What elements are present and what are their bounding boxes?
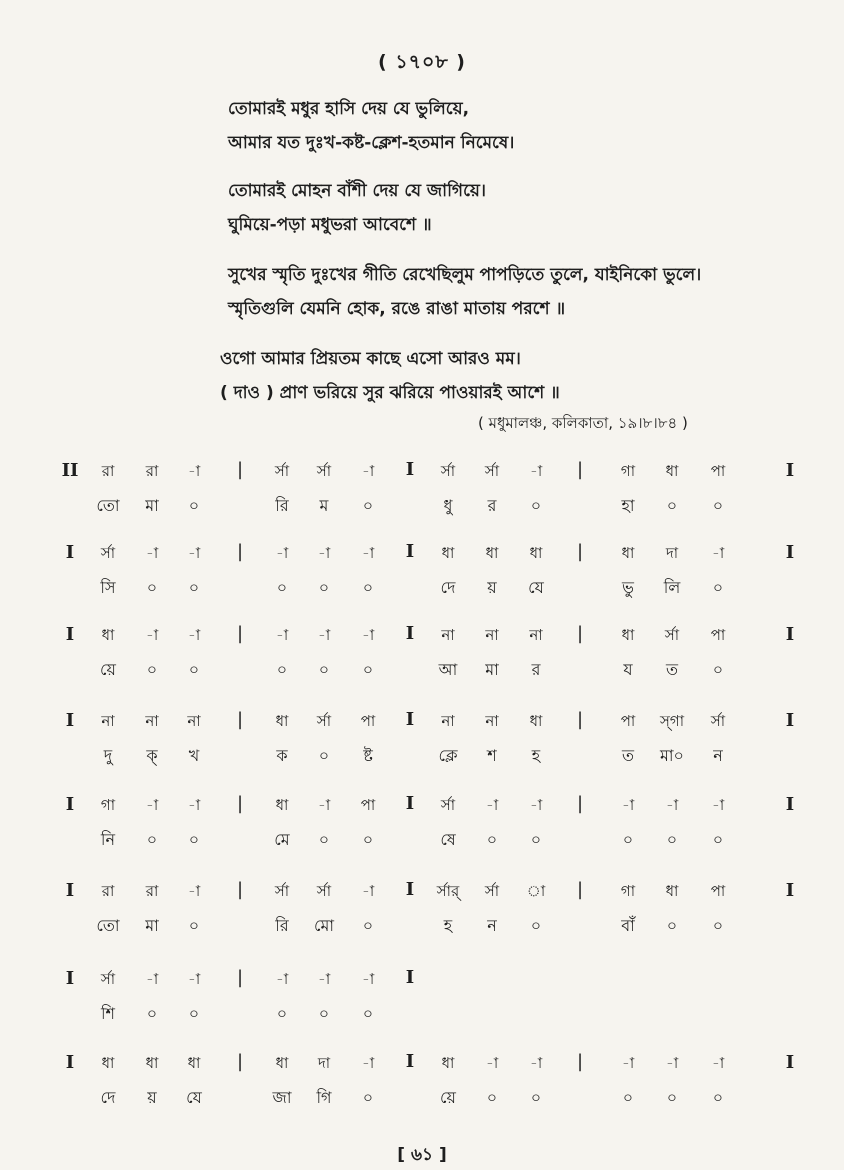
lyrics-line-4: ঘুমিয়ে-পড়া মধুভরা আবেশে ॥: [228, 215, 432, 235]
lyrics-line-5: সুখের স্মৃতি দুঃখের গীতি রেখেছিলুম পাপড়িতে তুলে, যাইনিকো ভুলে।: [228, 265, 702, 285]
notation-row-end-marker: I: [785, 710, 795, 731]
bani-syllable: ০: [276, 578, 288, 597]
bani-syllable: ০: [622, 830, 634, 849]
swara-note: র্সা: [440, 796, 456, 814]
swara-note: ধা: [187, 1054, 201, 1072]
swara-note: -া: [145, 544, 159, 562]
bani-syllable: ন: [487, 916, 497, 935]
bani-syllable: ০: [530, 830, 542, 849]
swara-note: -া: [361, 882, 375, 900]
bani-syllable: মো: [313, 916, 335, 935]
bani-syllable: ০: [362, 916, 374, 935]
swara-note: ধা: [101, 1054, 115, 1072]
bar-line: I: [405, 541, 415, 562]
bani-syllable: র: [531, 660, 541, 679]
bani-syllable: ০: [486, 830, 498, 849]
bani-syllable: হা: [621, 496, 635, 515]
notation-row-start-marker: I: [65, 1052, 75, 1073]
bar-line: |: [236, 1051, 244, 1072]
swara-note: রা: [101, 462, 115, 480]
swara-note: -া: [665, 1054, 679, 1072]
swara-note: র্সা: [316, 882, 332, 900]
bani-syllable: ০: [188, 830, 200, 849]
bani-syllable: ০: [362, 660, 374, 679]
swara-note: -া: [317, 970, 331, 988]
bani-syllable: দু: [103, 746, 113, 765]
swara-note: ধা: [665, 882, 679, 900]
bani-syllable: ০: [362, 1004, 374, 1023]
swara-note: -া: [485, 796, 499, 814]
bani-syllable: য়: [487, 578, 497, 597]
bani-syllable: লি: [663, 578, 681, 597]
bani-syllable: ০: [188, 496, 200, 515]
footer-page-marker: [ ৬১ ]: [397, 1145, 447, 1165]
swara-note: -া: [275, 626, 289, 644]
bani-syllable: তো: [96, 496, 120, 515]
swara-note: -া: [187, 626, 201, 644]
bani-syllable: ন: [713, 746, 723, 765]
bani-syllable: ০: [666, 496, 678, 515]
bani-syllable: মা০: [660, 746, 684, 765]
bar-line: |: [236, 459, 244, 480]
bani-syllable: ক: [276, 746, 288, 765]
bar-line: I: [405, 623, 415, 644]
swara-note: -া: [275, 970, 289, 988]
swara-note: -া: [187, 796, 201, 814]
swara-note: -া: [665, 796, 679, 814]
swara-note: গা: [100, 796, 116, 814]
bani-syllable: ০: [622, 1088, 634, 1107]
bar-line: |: [576, 459, 584, 480]
bani-syllable: ০: [666, 916, 678, 935]
page-number: ( ১৭০৮ ): [378, 51, 466, 73]
bani-syllable: ০: [146, 660, 158, 679]
lyrics-line-1: তোমারই মধুর হাসি দেয় যে ভুলিয়ে,: [228, 99, 470, 119]
swara-note: র্সা: [440, 462, 456, 480]
bani-syllable: বাঁ: [621, 916, 635, 935]
swara-note: -া: [187, 462, 201, 480]
swara-note: না: [529, 626, 543, 644]
bani-syllable: রি: [275, 916, 289, 935]
bani-syllable: শি: [100, 1004, 116, 1023]
swara-note: -া: [529, 462, 543, 480]
swara-note: ধা: [621, 626, 635, 644]
bani-syllable: ০: [318, 746, 330, 765]
bar-line: |: [576, 1051, 584, 1072]
bani-syllable: ০: [146, 578, 158, 597]
bani-syllable: ০: [666, 1088, 678, 1107]
bani-syllable: ত: [621, 746, 635, 765]
swara-note: -া: [621, 1054, 635, 1072]
swara-note: ধা: [665, 462, 679, 480]
bar-line: I: [405, 1051, 415, 1072]
swara-note: না: [441, 626, 455, 644]
bani-syllable: মা: [485, 660, 499, 679]
notation-row-end-marker: I: [785, 542, 795, 563]
bani-syllable: ০: [188, 916, 200, 935]
bar-line: |: [236, 541, 244, 562]
swara-note: গা: [620, 882, 636, 900]
swara-note: র্সা: [100, 544, 116, 562]
bani-syllable: নি: [100, 830, 116, 849]
bani-syllable: মে: [274, 830, 290, 849]
swara-note: র্সার্: [436, 882, 460, 900]
bani-syllable: ০: [712, 496, 724, 515]
notation-row-start-marker: I: [65, 542, 75, 563]
bar-line: I: [405, 793, 415, 814]
bani-syllable: ষ্ট: [363, 746, 373, 765]
bar-line: |: [576, 879, 584, 900]
bani-syllable: ০: [712, 916, 724, 935]
bani-syllable: ০: [530, 496, 542, 515]
bani-syllable: জা: [272, 1088, 292, 1107]
swara-note: ধা: [529, 544, 543, 562]
bani-syllable: ০: [318, 1004, 330, 1023]
swara-note: দা: [317, 1054, 331, 1072]
bani-syllable: শ: [487, 746, 497, 765]
notation-row-start-marker: I: [65, 968, 75, 989]
bani-syllable: হ: [531, 746, 541, 765]
swara-note: ধা: [441, 1054, 455, 1072]
swara-note: না: [145, 712, 159, 730]
bani-syllable: ০: [188, 578, 200, 597]
swara-note: -া: [361, 544, 375, 562]
bani-syllable: য়: [147, 1088, 157, 1107]
swara-note: ধা: [621, 544, 635, 562]
bani-syllable: ক্লে: [438, 746, 458, 765]
swara-note: পা: [360, 796, 376, 814]
bani-syllable: তো: [96, 916, 120, 935]
bani-syllable: ০: [188, 1004, 200, 1023]
bani-syllable: আ: [438, 660, 458, 679]
swara-note: -া: [187, 970, 201, 988]
bani-syllable: ০: [276, 660, 288, 679]
bani-syllable: ০: [318, 578, 330, 597]
bani-syllable: ০: [486, 1088, 498, 1107]
bar-line: I: [405, 879, 415, 900]
swara-note: -া: [317, 796, 331, 814]
swara-note: -া: [485, 1054, 499, 1072]
bar-line: |: [236, 967, 244, 988]
bani-syllable: ০: [712, 660, 724, 679]
lyrics-line-3: তোমারই মোহন বাঁশী দেয় যে জাগিয়ে।: [228, 181, 486, 201]
swara-note: না: [101, 712, 115, 730]
swara-note: না: [485, 712, 499, 730]
swara-note: পা: [620, 712, 636, 730]
swara-note: পা: [710, 626, 726, 644]
lyrics-line-8: ( দাও ) প্রাণ ভরিয়ে সুর ঝরিয়ে পাওয়ারই আশে ॥: [220, 383, 560, 403]
bani-syllable: ০: [146, 830, 158, 849]
swara-note: না: [187, 712, 201, 730]
swara-note: -া: [621, 796, 635, 814]
swara-note: ধা: [441, 544, 455, 562]
swara-note: -া: [711, 1054, 725, 1072]
bani-syllable: ষে: [440, 830, 456, 849]
bani-syllable: ০: [362, 578, 374, 597]
bani-syllable: দে: [100, 1088, 116, 1107]
lyrics-line-7: ওগো আমার প্রিয়তম কাছে এসো আরও মম।: [220, 349, 521, 369]
swara-note: র্সা: [484, 882, 500, 900]
swara-note: স্গা: [659, 712, 685, 730]
lyrics-line-2: আমার যত দুঃখ-কষ্ট-ক্লেশ-হতমান নিমেষে।: [228, 133, 515, 153]
bani-syllable: য: [623, 660, 633, 679]
bar-line: I: [405, 459, 415, 480]
bar-line: I: [405, 709, 415, 730]
bani-syllable: মা: [145, 916, 159, 935]
swara-note: ধা: [145, 1054, 159, 1072]
swara-note: দা: [665, 544, 679, 562]
bani-syllable: ০: [666, 830, 678, 849]
swara-note: -া: [529, 796, 543, 814]
bar-line: I: [405, 967, 415, 988]
notation-row-start-marker: I: [65, 710, 75, 731]
swara-note: -া: [529, 1054, 543, 1072]
swara-note: ধা: [529, 712, 543, 730]
notation-row-end-marker: I: [785, 1052, 795, 1073]
notation-row-end-marker: I: [785, 880, 795, 901]
swara-note: রা: [145, 462, 159, 480]
swara-note: -া: [361, 1054, 375, 1072]
notation-row-end-marker: I: [785, 794, 795, 815]
swara-note: -া: [317, 626, 331, 644]
bani-syllable: খ: [188, 746, 200, 765]
swara-note: -া: [361, 626, 375, 644]
bani-syllable: যে: [528, 578, 544, 597]
swara-note: -া: [361, 462, 375, 480]
bani-syllable: সি: [100, 578, 116, 597]
bar-line: |: [236, 793, 244, 814]
bar-line: |: [576, 709, 584, 730]
bani-syllable: ০: [146, 1004, 158, 1023]
bar-line: |: [576, 623, 584, 644]
bani-syllable: ০: [362, 496, 374, 515]
swara-note: র্সা: [100, 970, 116, 988]
swara-note: -া: [711, 544, 725, 562]
bani-syllable: ম: [319, 496, 329, 515]
bar-line: |: [236, 709, 244, 730]
notation-row-start-marker: I: [65, 880, 75, 901]
bani-syllable: ০: [362, 1088, 374, 1107]
bar-line: |: [236, 623, 244, 644]
swara-note: র্সা: [664, 626, 680, 644]
swara-note: পা: [710, 462, 726, 480]
notation-row-end-marker: I: [785, 624, 795, 645]
bar-line: |: [236, 879, 244, 900]
bani-syllable: য়ে: [100, 660, 116, 679]
swara-note: -া: [361, 970, 375, 988]
notation-row-start-marker: II: [61, 460, 79, 481]
swara-note: -া: [145, 626, 159, 644]
bani-syllable: ত: [665, 660, 679, 679]
bani-syllable: ০: [318, 660, 330, 679]
bani-syllable: গি: [316, 1088, 332, 1107]
swara-note: ধা: [275, 712, 289, 730]
bani-syllable: য়ে: [440, 1088, 456, 1107]
swara-note: -া: [275, 544, 289, 562]
bani-syllable: ০: [530, 916, 542, 935]
swara-note: -া: [317, 544, 331, 562]
bani-syllable: হ: [443, 916, 453, 935]
bani-syllable: র: [487, 496, 497, 515]
swara-note: -া: [145, 970, 159, 988]
bar-line: |: [576, 541, 584, 562]
swara-note: -া: [187, 544, 201, 562]
notation-row-end-marker: I: [785, 460, 795, 481]
swara-note: র্সা: [274, 462, 290, 480]
swara-note: -া: [711, 796, 725, 814]
lyrics-line-6: স্মৃতিগুলি যেমনি হোক, রঙে রাঙা মাতায় পরশে ॥: [228, 299, 566, 319]
bani-syllable: ক্: [146, 746, 158, 765]
bani-syllable: ০: [188, 660, 200, 679]
bani-syllable: ০: [530, 1088, 542, 1107]
swara-note: না: [485, 626, 499, 644]
swara-note: র্সা: [316, 712, 332, 730]
swara-note: রা: [101, 882, 115, 900]
bani-syllable: ধু: [443, 496, 453, 515]
swara-note: র্সা: [274, 882, 290, 900]
notation-row-start-marker: I: [65, 624, 75, 645]
bani-syllable: রি: [275, 496, 289, 515]
swara-note: রা: [145, 882, 159, 900]
notation-row-start-marker: I: [65, 794, 75, 815]
bani-syllable: যে: [186, 1088, 202, 1107]
bani-syllable: ০: [712, 830, 724, 849]
swara-note: র্সা: [484, 462, 500, 480]
bani-syllable: ০: [318, 830, 330, 849]
swara-note: গা: [620, 462, 636, 480]
swara-note: পা: [710, 882, 726, 900]
swara-note: ধা: [275, 1054, 289, 1072]
swara-note: পা: [360, 712, 376, 730]
swara-note: না: [441, 712, 455, 730]
attribution: ( মধুমালঞ্চ, কলিকাতা, ১৯।৮।৮৪ ): [478, 414, 688, 432]
swara-note: ধা: [275, 796, 289, 814]
bar-line: |: [576, 793, 584, 814]
swara-note: -া: [145, 796, 159, 814]
bani-syllable: ০: [712, 1088, 724, 1107]
swara-note: র্সা: [316, 462, 332, 480]
bani-syllable: ০: [362, 830, 374, 849]
bani-syllable: দে: [440, 578, 456, 597]
swara-note: া: [526, 882, 546, 900]
swara-note: র্সা: [710, 712, 726, 730]
swara-note: ধা: [101, 626, 115, 644]
bani-syllable: মা: [145, 496, 159, 515]
bani-syllable: ভু: [622, 578, 634, 597]
bani-syllable: ০: [712, 578, 724, 597]
swara-note: ধা: [485, 544, 499, 562]
bani-syllable: ০: [276, 1004, 288, 1023]
swara-note: -া: [187, 882, 201, 900]
